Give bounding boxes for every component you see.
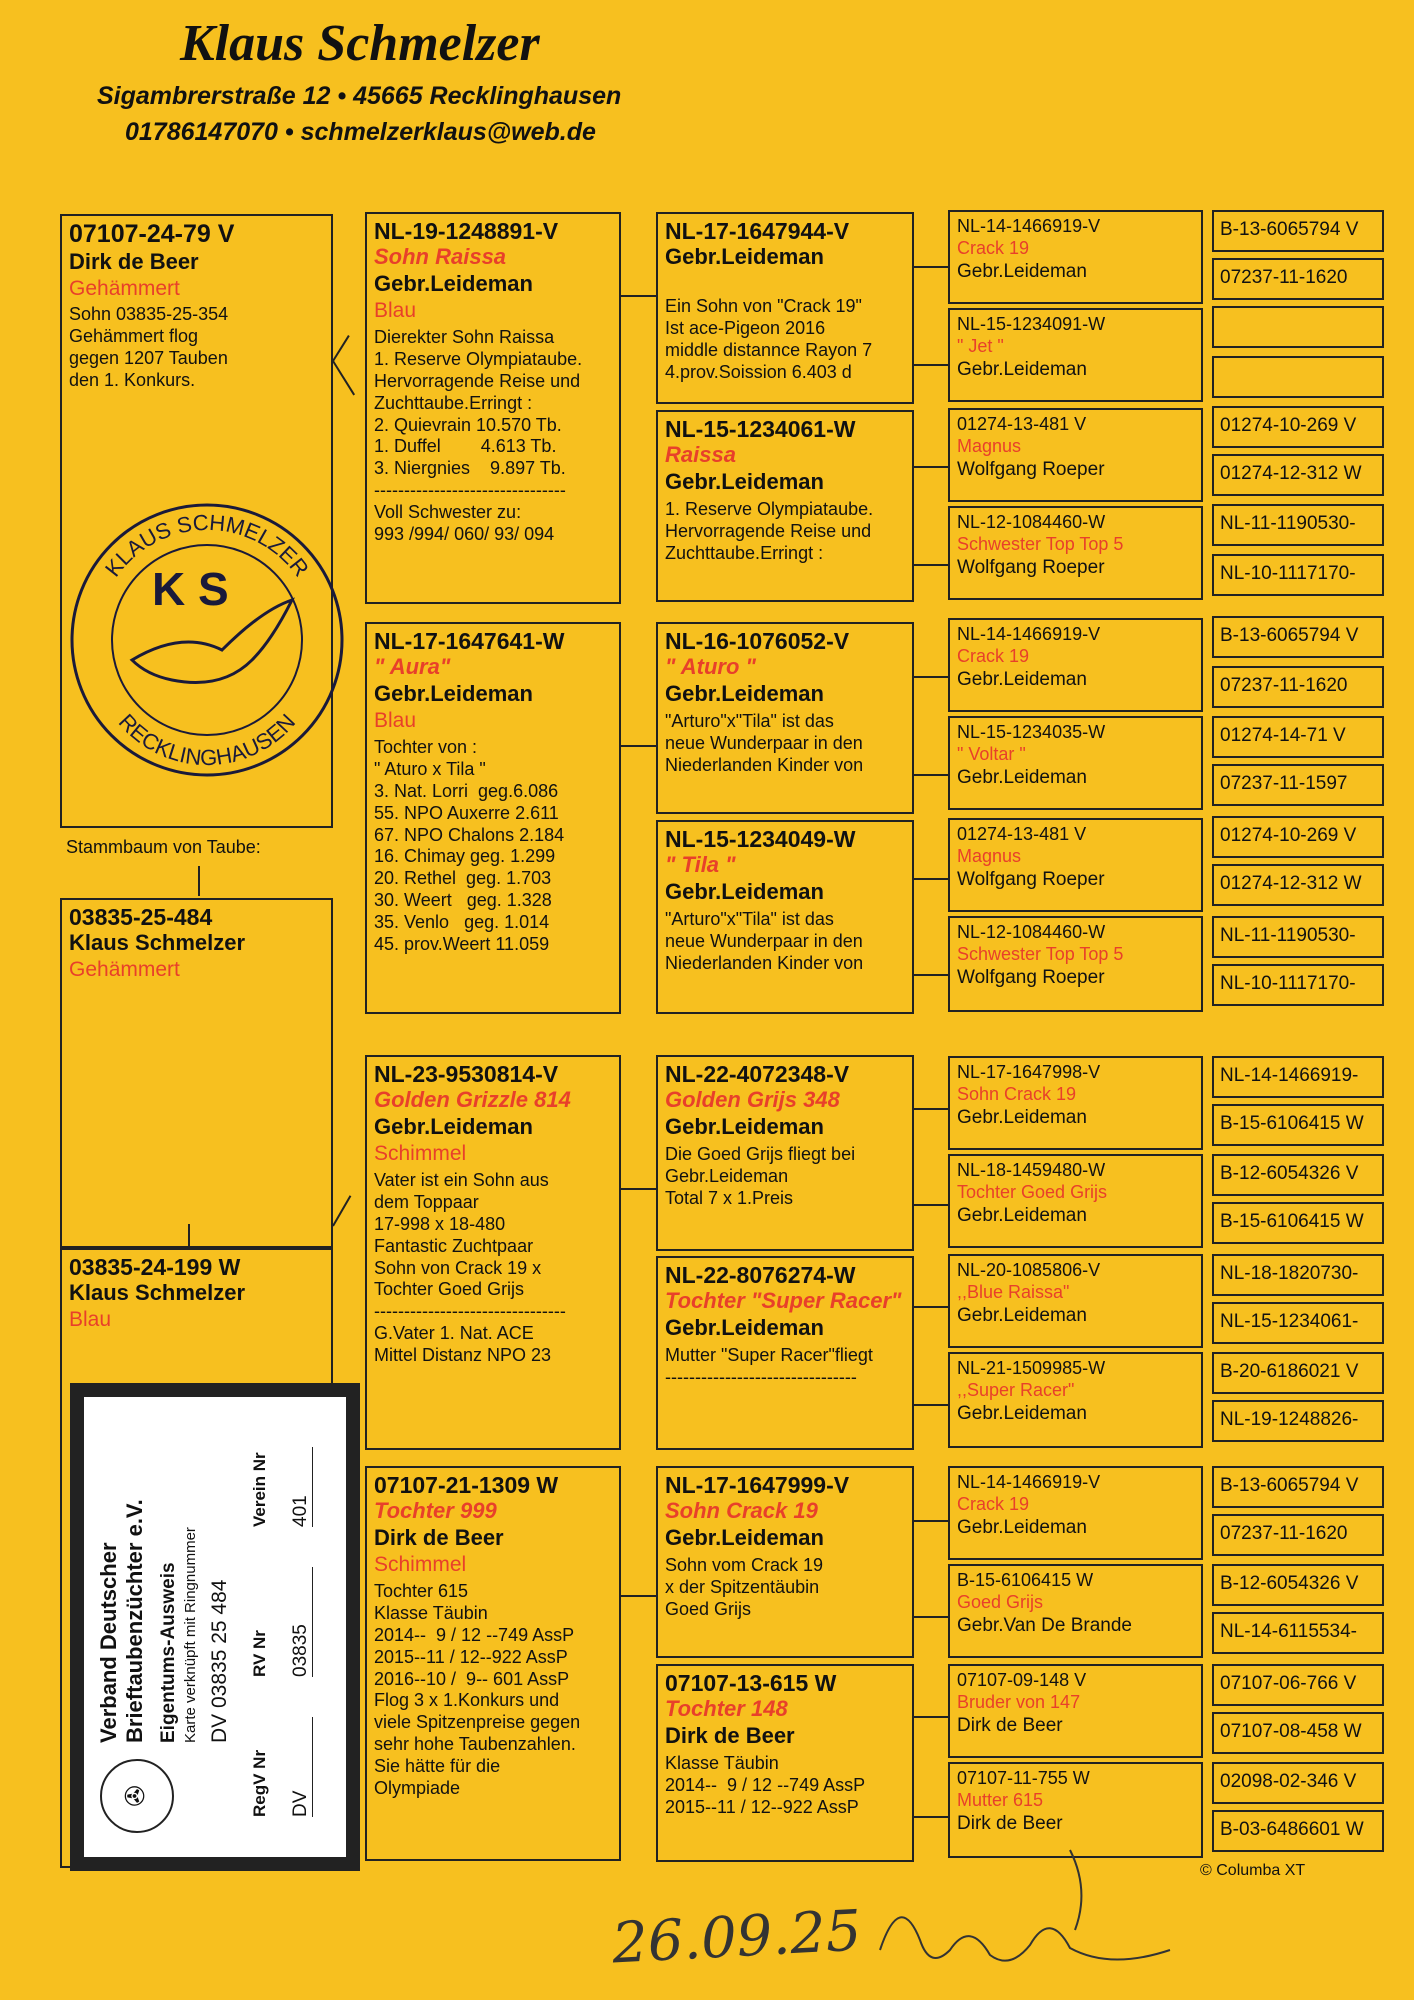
gen2-box-4 [365,1466,621,1861]
owner: Gebr.Leideman [665,469,824,495]
info-text: Klasse Täubin 2014-- 9 / 12 --749 AssP 2015--11 / 12--922 AssP [665,1753,866,1817]
pigeon-name: Tochter 148 [665,1696,788,1722]
owner: Gebr.Leideman [374,1114,533,1140]
breeder-contact: 01786147070 • schmelzerklaus@web.de [125,118,596,146]
connector [914,974,948,976]
connector [914,266,948,268]
gen5-box: NL-11-1190530- [1212,504,1384,546]
gen4-box-3 [948,408,1203,502]
owner: Gebr.Leideman [957,766,1087,788]
color: Blau [374,709,417,733]
gen4-box-11 [948,1254,1203,1348]
owner: Gebr.Leideman [957,1204,1087,1226]
ring-number: NL-14-1466919-V [957,624,1101,644]
pigeon-name: ,,Blue Raissa" [957,1281,1070,1302]
gen4-box-9 [948,1056,1203,1150]
gen5-box: B-15-6106415 W [1212,1104,1384,1146]
owner: Klaus Schmelzer [69,1280,246,1306]
connector [914,1816,948,1818]
stamp-bottom-text: RECKLINGHAUSEN [113,708,301,771]
connector [332,360,355,395]
owner: Dirk de Beer [957,1812,1063,1834]
ring-number: NL-21-1509985-W [957,1358,1106,1378]
gen5-box: B-13-6065794 V [1212,616,1384,658]
pigeon-name: " Voltar " [957,743,1026,764]
gen5-box: 07237-11-1620 [1212,1514,1384,1556]
pigeon-name: Raissa [665,442,736,468]
pigeon-name: Tochter 999 [374,1498,497,1524]
connector [914,878,948,880]
owner: Gebr.Leideman [665,1315,824,1341]
owner: Gebr.Leideman [957,668,1087,690]
ring-number: NL-22-8076274-W [665,1262,856,1288]
color: Gehämmert [69,958,180,982]
gen2-box-2 [365,622,621,1014]
ring-number: NL-17-1647999-V [665,1472,850,1498]
gen4-box-1 [948,210,1203,304]
gen5-box [1212,306,1384,348]
pigeon-name: Goed Grijs [957,1591,1044,1612]
gen5-box: B-15-6106415 W [1212,1202,1384,1244]
owner: Wolfgang Roeper [957,966,1105,988]
gen1-subject-box [60,898,333,1248]
gen5-box: 07107-08-458 W [1212,1712,1384,1754]
pigeon-name: Schwester Top Top 5 [957,533,1124,554]
info-text: "Arturo"x"Tila" ist das neue Wunderpaar in den Niederlanden Kinder von [665,711,864,775]
info-text: Vater ist ein Sohn aus dem Toppaar 17-998 x 18-480 Fantastic Zuchtpaar Sohn von Crack 19 x Tochter Goed Grijs -------------------------------- G.Vater 1. Nat. ACE Mittel Distanz NPO 23 [374,1169,566,1366]
card-org-line1: Verband Deutscher [96,1542,121,1743]
gen2-box-3 [365,1055,621,1450]
gen4-box-4 [948,506,1203,600]
gen4-box-13 [948,1466,1203,1560]
ring-number: NL-22-4072348-V [665,1061,850,1087]
owner: Gebr.Leideman [374,271,533,297]
connector [914,364,948,366]
connector [914,564,948,566]
info-text: Die Goed Grijs fliegt bei Gebr.Leideman Total 7 x 1.Preis [665,1144,856,1208]
gen5-box: 01274-12-312 W [1212,454,1384,496]
pigeon-name: Mutter 615 [957,1789,1044,1810]
ring-number: 07107-13-615 W [665,1670,837,1696]
connector [914,1404,948,1406]
connector [198,866,200,896]
gen4-box-15 [948,1664,1203,1758]
card-value-verein: 401 [290,1447,313,1527]
gen5-box: B-03-6486601 W [1212,1810,1384,1852]
gen5-box: 01274-12-312 W [1212,864,1384,906]
ring-number: NL-12-1084460-W [957,922,1106,942]
gen5-box: NL-10-1117170- [1212,554,1384,596]
owner: Gebr.Leideman [957,1106,1087,1128]
ring-number: NL-12-1084460-W [957,512,1106,532]
gen3-box-3 [656,622,914,814]
info-text: "Arturo"x"Tila" ist das neue Wunderpaar in den Niederlanden Kinder von [665,909,864,973]
gen4-box-10 [948,1154,1203,1248]
owner: Gebr.Leideman [665,1525,824,1551]
owner: Wolfgang Roeper [957,556,1105,578]
ring-number: 07107-09-148 V [957,1670,1087,1690]
card-header-rv: RV Nr [250,1630,269,1677]
gen4-box-7 [948,818,1203,912]
association-logo-icon: ✇ [100,1759,174,1833]
owner: Gebr.Leideman [957,1516,1087,1538]
ownership-card [70,1383,360,1871]
gen3-box-7 [656,1466,914,1658]
gen4-box-6 [948,716,1203,810]
connector [914,1204,948,1206]
connector [914,1616,948,1618]
info-text: Tochter 615 Klasse Täubin 2014-- 9 / 12 --749 AssP 2015--11 / 12--922 AssP 2016--10 / 9-- 601 AssP Flog 3 x 1.Konkurs und viele Spitzenpreise gegen sehr hohe Taubenzahlen. Sie hätte für die Olympiade [374,1580,581,1799]
gen5-box: 07237-11-1620 [1212,666,1384,708]
ring-number: NL-17-1647998-V [957,1062,1101,1082]
ring-number: NL-23-9530814-V [374,1061,559,1087]
color: Gehämmert [69,276,180,300]
gen5-box: 01274-14-71 V [1212,716,1384,758]
owner: Wolfgang Roeper [957,458,1105,480]
connector [914,774,948,776]
stamp-letters: K S [152,563,229,615]
gen5-box: 07107-06-766 V [1212,1664,1384,1706]
owner: Gebr.Leideman [665,879,824,905]
connector [914,676,948,678]
copyright: © Columba XT [1200,1862,1306,1879]
gen5-box: 01274-10-269 V [1212,816,1384,858]
gen4-box-14 [948,1564,1203,1658]
gen5-box: NL-11-1190530- [1212,916,1384,958]
owner: Gebr.Leideman [957,260,1087,282]
gen5-box: 07237-11-1597 [1212,764,1384,806]
connector [621,1188,656,1190]
ring-number: NL-14-1466919-V [957,1472,1101,1492]
handwritten-signature: 26.09.25 [610,1898,863,1977]
connector [621,1595,656,1597]
connector [914,1306,948,1308]
ring-number: NL-17-1647641-W [374,628,565,654]
pigeon-name: Sohn Raissa [374,244,507,270]
pigeon-name: Golden Grijs 348 [665,1087,840,1113]
pigeon-name: Crack 19 [957,237,1030,258]
card-value-rv: 03835 [290,1567,313,1677]
gen5-box: B-20-6186021 V [1212,1352,1384,1394]
owner: Gebr.Leideman [665,681,824,707]
gen2-box-1 [365,212,621,604]
connector [332,335,350,362]
gen5-box: NL-19-1248826- [1212,1400,1384,1442]
ring-number: NL-18-1459480-W [957,1160,1106,1180]
info-text: 1. Reserve Olympiataube. Hervorragende Reise und Zuchttaube.Erringt : [665,499,874,563]
owner: Gebr.Leideman [665,244,824,270]
color: Schimmel [374,1142,467,1166]
card-value-regv: DV [290,1717,313,1817]
pigeon-name: Bruder von 147 [957,1691,1081,1712]
pigeon-name: " Aura" [374,654,451,680]
connector [914,1716,948,1718]
owner: Gebr.Leideman [665,1114,824,1140]
pigeon-name: Sohn Crack 19 [957,1083,1077,1104]
ring-number: NL-15-1234035-W [957,722,1106,742]
ring-number: NL-19-1248891-V [374,218,559,244]
info-text: Dierekter Sohn Raissa 1. Reserve Olympiataube. Hervorragende Reise und Zuchttaube.Erringt : 2. Quievrain 10.570 Tb. 1. Duffel 4.613 Tb. 3. Niergnies 9.897 Tb. -------------------------------- Voll Schwester zu: 993 /994/ 060/ 93/ 094 [374,326,583,545]
stammbaum-label: Stammbaum von Taube: [66,837,261,857]
gen5-box: NL-18-1820730- [1212,1254,1384,1296]
owner: Gebr.Van De Brande [957,1614,1132,1636]
gen5-box: B-12-6054326 V [1212,1154,1384,1196]
pigeon-name: Schwester Top Top 5 [957,943,1124,964]
gen5-box: NL-15-1234061- [1212,1302,1384,1344]
connector [188,1224,190,1248]
ring-number: 03835-25-484 [69,904,213,930]
gen3-box-4 [656,820,914,1014]
owner: Gebr.Leideman [957,1304,1087,1326]
ring-number: NL-16-1076052-V [665,628,850,654]
card-org-line2: Brieftaubenzüchter e.V. [122,1499,147,1743]
info-text: Mutter "Super Racer"fliegt -------------------------------- [665,1345,873,1388]
gen3-box-1 [656,212,914,404]
info-text: Sohn 03835-25-354 Gehämmert flog gegen 1207 Tauben den 1. Konkurs. [69,304,229,391]
card-ring-number: DV 03835 25 484 [208,1579,231,1743]
gen3-box-5 [656,1055,914,1251]
owner: Klaus Schmelzer [69,930,246,956]
ring-number: 07107-21-1309 W [374,1472,559,1498]
owner: Wolfgang Roeper [957,868,1105,890]
ks-stamp-logo [62,490,352,790]
owner: Gebr.Leideman [957,1402,1087,1424]
card-header-verein: Verein Nr [250,1452,269,1527]
gen5-box: B-12-6054326 V [1212,1564,1384,1606]
color: Blau [374,299,417,323]
pigeon-name: " Aturo " [665,654,756,680]
stamp-top-text: KLAUS SCHMELZER [100,509,314,582]
pigeon-name: " Jet " [957,335,1004,356]
ring-number: B-15-6106415 W [957,1570,1094,1590]
card-subtitle: Karte verknüpft mit Ringnummer [182,1527,199,1743]
pigeon-name: Golden Grizzle 814 [374,1087,571,1113]
pigeon-name: Tochter "Super Racer" [665,1288,902,1314]
gen5-box: 01274-10-269 V [1212,406,1384,448]
gen3-box-2 [656,410,914,602]
gen3-box-6 [656,1256,914,1450]
ring-number: NL-15-1234091-W [957,314,1106,334]
ring-number: 07107-24-79 V [69,220,235,248]
connector [332,1195,351,1226]
ring-number: 01274-13-481 V [957,414,1087,434]
connector [621,745,656,747]
signature-scribble [860,1830,1190,1990]
breeder-name: Klaus Schmelzer [180,15,540,72]
ring-number: 03835-24-199 W [69,1254,241,1280]
connector [621,295,656,297]
gen4-box-2 [948,308,1203,402]
ring-number: NL-17-1647944-V [665,218,850,244]
gen4-box-12 [948,1352,1203,1448]
gen5-box: NL-14-6115534- [1212,1612,1384,1654]
ring-number: 01274-13-481 V [957,824,1087,844]
gen5-box: B-13-6065794 V [1212,210,1384,252]
pigeon-name: Crack 19 [957,645,1030,666]
pigeon-name: " Tila " [665,852,736,878]
card-title: Eigentums-Ausweis [158,1562,179,1743]
pigeon-name: Sohn Crack 19 [665,1498,818,1524]
card-header-regv: RegV Nr [250,1749,269,1817]
owner: Dirk de Beer [665,1723,795,1749]
color: Schimmel [374,1553,467,1577]
connector [914,1108,948,1110]
gen4-box-5 [948,618,1203,712]
gen5-box: NL-10-1117170- [1212,964,1384,1006]
pigeon-name: Tochter Goed Grijs [957,1181,1108,1202]
pigeon-name: Magnus [957,845,1022,866]
color: Blau [69,1308,112,1332]
ring-number: NL-15-1234061-W [665,416,856,442]
owner: Dirk de Beer [374,1525,504,1551]
ring-number: 07107-11-755 W [957,1768,1090,1788]
gen5-box: 02098-02-346 V [1212,1762,1384,1804]
pigeon-name: Crack 19 [957,1493,1030,1514]
ring-number: NL-20-1085806-V [957,1260,1101,1280]
owner: Gebr.Leideman [374,681,533,707]
info-text: Tochter von : " Aturo x Tila " 3. Nat. Lorri geg.6.086 55. NPO Auxerre 2.611 67. NPO Chalons 2.184 16. Chimay geg. 1.299 20. Rethel geg. 1.703 30. Weert geg. 1.328 35. Venlo geg. 1.014 45. prov.Weert 11.059 [374,736,565,955]
ring-number: NL-14-1466919-V [957,216,1101,236]
info-text: Sohn vom Crack 19 x der Spitzentäubin Goed Grijs [665,1555,824,1619]
ring-number: NL-15-1234049-W [665,826,856,852]
gen5-box: 07237-11-1620 [1212,258,1384,300]
pigeon-name: Magnus [957,435,1022,456]
svg-text:RECKLINGHAUSEN [114,709,300,770]
owner: Dirk de Beer [957,1714,1063,1736]
breeder-address: Sigambrerstraße 12 • 45665 Recklinghausen [97,82,622,110]
owner: Dirk de Beer [69,248,199,274]
info-text: Ein Sohn von "Crack 19" Ist ace-Pigeon 2016 middle distannce Rayon 7 4.prov.Soission 6.403 d [665,296,873,383]
owner: Gebr.Leideman [957,358,1087,380]
pigeon-name: ,,Super Racer" [957,1379,1075,1400]
connector [914,1520,948,1522]
gen5-box: NL-14-1466919- [1212,1056,1384,1098]
gen5-box [1212,356,1384,398]
gen5-box: B-13-6065794 V [1212,1466,1384,1508]
connector [914,466,948,468]
gen4-box-8 [948,916,1203,1012]
